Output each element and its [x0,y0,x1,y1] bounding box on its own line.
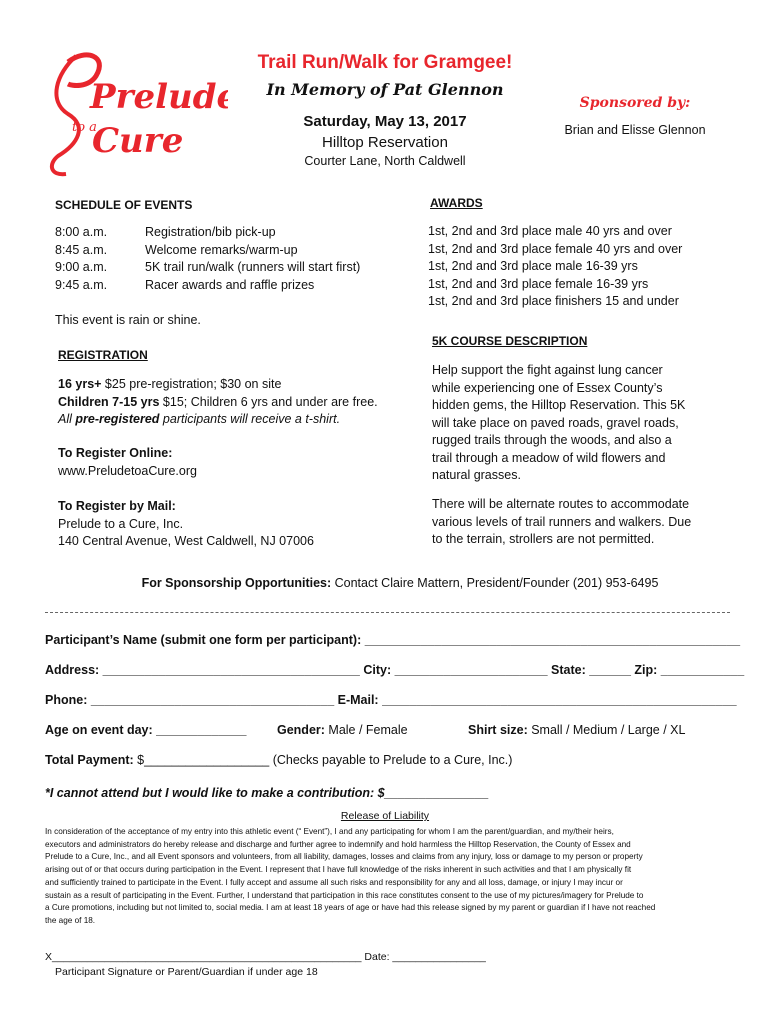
shirt-size-field[interactable] [468,723,685,737]
venue-address: Courter Lane, North Caldwell [304,154,466,168]
shirt-size-label: Shirt size: [468,723,528,737]
release-line: a Cure promotions, including but not limited to, social media. I am at least 18 years of age or have had this release signed by my parent or guardian if I have not reached [45,903,656,913]
course-line: There will be alternate routes to accommodate [432,497,690,511]
course-line: rugged trails through the woods, and also a [432,433,672,447]
contribution-field[interactable]: *I cannot attend but I would like to make a contribution: $_______________ [45,786,489,800]
schedule-row [55,224,395,242]
event-venue: Hilltop Reservation [322,134,448,151]
gender-label: Gender: [277,723,325,737]
course-line: Help support the fight against lung cancer [432,363,663,377]
adult-pricing [58,376,418,394]
event-title: Trail Run/Walk for Gramgee! [257,52,513,73]
release-line: sustain as a result of participating in the Event. Further, I understand that participation in this race constitutes consent to the use of my pictures/imagery for Prelude to [45,890,644,900]
schedule-time: 8:45 a.m. [55,242,108,257]
participant-name-field[interactable]: Participant’s Name (submit one form per participant): ______________________________________________________ [45,633,741,647]
memorial-dedication: In Memory of Pat Glennon [266,80,504,99]
sponsorship-contact: Contact Claire Mattern, President/Founder (201) 953-6495 [331,576,659,590]
release-body [45,826,735,928]
sponsorship-label: For Sponsorship Opportunities: [141,576,332,590]
course-paragraph-1 [432,362,752,485]
register-mail-org: Prelude to a Cure, Inc. [58,516,184,531]
schedule-row [55,242,395,260]
child-label: Children 7-15 yrs [58,394,160,409]
schedule-event: 5K trail run/walk (runners will start first) [145,260,361,274]
release-line: Prelude to a Cure, Inc., and all Event sponsors and volunteers, from all liability, damages, losses and claims from any injury, loss or damage to my person or property [45,852,643,862]
award-item: 1st, 2nd and 3rd place female 16-39 yrs [428,276,649,291]
logo-word-prelude: Prelude [90,77,228,117]
sponsorship-line [0,575,770,593]
shirt-size-options[interactable]: Small / Medium / Large / XL [527,723,686,737]
sponsored-by-label: Sponsored by: [579,95,691,111]
logo-word-cure: Cure [92,121,184,161]
release-line: executors and administrators do hereby release and discharge and further agree to indemnify and hold harmless the Hilltop Reservation, the County of Essex and [45,839,631,849]
payment-note: (Checks payable to Prelude to a Cure, Inc.) [269,753,513,767]
course-line: to the terrain, strollers are not permitted. [432,532,655,546]
tshirt-note-bold: pre-registered [75,412,160,426]
release-line: and sufficiently trained to participate in the Event. I fully accept and assume all such risks and responsibility for any and all loss, damage, or injury I may incur or [45,877,623,887]
schedule-row [55,277,395,295]
schedule-list [55,224,395,294]
signature-date-field[interactable]: X_____________________________________________________ Date: ________________ [45,951,486,963]
register-online-label: To Register Online: [58,446,173,460]
register-online-url[interactable]: www.PreludetoaCure.org [58,463,197,478]
schedule-time: 8:00 a.m. [55,225,108,239]
course-paragraph-2 [432,496,752,549]
age-field[interactable]: Age on event day: _____________ [45,723,247,737]
logo-word-to-a: to a [72,120,97,135]
registration-heading: REGISTRATION [58,348,148,362]
schedule-heading: SCHEDULE OF EVENTS [55,198,193,212]
award-item: 1st, 2nd and 3rd place male 16-39 yrs [428,259,638,273]
register-mail-address: 140 Central Avenue, West Caldwell, NJ 07006 [58,534,314,548]
register-online-block [58,445,197,480]
award-item: 1st, 2nd and 3rd place finishers 15 and under [428,294,679,308]
rain-or-shine-note: This event is rain or shine. [55,313,201,327]
register-mail-block [58,498,314,551]
course-line: will take place on paved roads, gravel roads, [432,415,679,430]
adult-price: $25 pre-registration; $30 on site [101,377,282,391]
course-line: various levels of trail runners and walkers. Due [432,514,692,529]
course-line: hidden gems, the Hilltop Reservation. This 5K [432,398,686,412]
schedule-time: 9:00 a.m. [55,260,108,274]
course-heading: 5K COURSE DESCRIPTION [432,334,588,348]
payment-label: Total Payment: [45,753,134,767]
child-price: $15; Children 6 yrs and under are free. [159,394,378,409]
schedule-event: Welcome remarks/warm-up [145,242,298,257]
course-line: natural grasses. [432,468,521,482]
schedule-row [55,259,395,277]
address-city-state-zip-field[interactable]: Address: _____________________________________ City: ______________________ State: ______ Zip: ____________ [45,663,745,677]
awards-heading: AWARDS [430,196,483,210]
child-pricing [58,394,418,412]
course-line: trail through a meadow of wild flowers and [432,450,666,465]
gender-options[interactable]: Male / Female [324,723,408,737]
awards-list [428,223,748,311]
release-line: In consideration of the acceptance of my entry into this athletic event (“ Event”), I and any participating for whom I am the parent/guardian, and my/their heirs, [45,827,614,836]
schedule-event: Registration/bib pick-up [145,225,276,239]
tshirt-note [58,411,418,429]
award-item: 1st, 2nd and 3rd place male 40 yrs and over [428,224,672,238]
schedule-event: Racer awards and raffle prizes [145,277,315,292]
registration-pricing [58,376,418,429]
signature-caption: Participant Signature or Parent/Guardian if under age 18 [55,966,318,978]
section-divider [45,612,730,613]
total-payment-field[interactable] [45,753,512,767]
tshirt-note-post: participants will receive a t-shirt. [159,412,341,426]
sponsor-names: Brian and Elisse Glennon [564,123,706,137]
payment-blank[interactable]: $__________________ [133,753,270,767]
tshirt-note-pre: All [58,412,76,426]
release-line: arising out of or that occurs during participation in the Event. I represent that I have full knowledge of the risks inherent in such activities and that I am physically fit [45,865,632,875]
release-line: the age of 18. [45,915,96,925]
course-line: while experiencing one of Essex County’s [432,380,663,395]
gender-field[interactable] [277,723,408,737]
schedule-time: 9:45 a.m. [55,277,108,292]
release-title: Release of Liability [340,810,430,822]
register-mail-label: To Register by Mail: [58,499,176,513]
award-item: 1st, 2nd and 3rd place female 40 yrs and over [428,241,683,256]
event-date: Saturday, May 13, 2017 [303,113,467,130]
phone-email-field[interactable]: Phone: ___________________________________ E-Mail: ___________________________________________________ [45,693,737,707]
adult-label: 16 yrs+ [58,377,102,391]
